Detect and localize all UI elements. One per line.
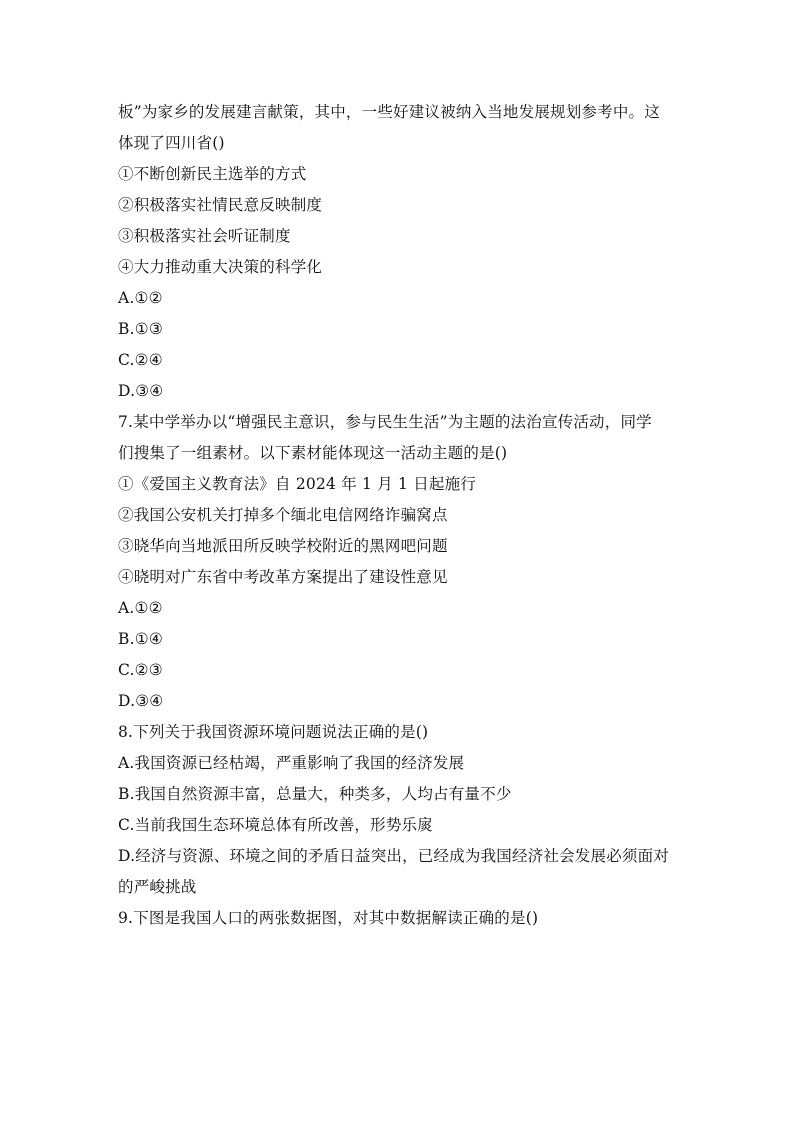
answer-option: 的严峻挑战 — [118, 878, 197, 896]
answer-option: B.①④ — [118, 630, 163, 648]
answer-option: B.①③ — [118, 320, 163, 338]
question-7-text: 7.某中学举办以“增强民主意识，参与民生生活”为主题的法治宣传活动，同学 — [118, 413, 652, 431]
answer-option: C.②④ — [118, 351, 163, 369]
statement-item: ③积极落实社会听证制度 — [118, 227, 291, 245]
text-line: 板”为家乡的发展建言献策，其中，一些好建议被纳入当地发展规划参考中。这 — [118, 103, 660, 121]
answer-option: D.经济与资源、环境之间的矛盾日益突出，已经成为我国经济社会发展必须面对 — [118, 847, 670, 865]
statement-item: ①不断创新民主选举的方式 — [118, 165, 307, 183]
statement-item: ②积极落实社情民意反映制度 — [118, 196, 323, 214]
answer-option: C.②③ — [118, 661, 163, 679]
question-text-block — [118, 97, 680, 934]
answer-option: C.当前我国生态环境总体有所改善，形势乐扊 — [118, 816, 433, 834]
question-9-text: 9.下图是我国人口的两张数据图，对其中数据解读正确的是() — [118, 909, 539, 927]
statement-item: ①《爱国主义教育法》自 2024 年 1 月 1 日起施行 — [118, 475, 477, 493]
answer-option: A.①② — [118, 289, 163, 307]
answer-option: D.③④ — [118, 382, 164, 400]
question-7-text: 们搜集了一组素材。以下素材能体现这一活动主题的是() — [118, 444, 508, 462]
question-8-text: 8.下列关于我国资源环境问题说法正确的是() — [118, 723, 429, 741]
answer-option: A.我国资源已经枯竭，严重影响了我国的经济发展 — [118, 754, 465, 772]
text-line: 体现了四川省() — [118, 134, 225, 152]
answer-option: B.我国自然资源丰富，总量大，种类多，人均占有量不少 — [118, 785, 512, 803]
statement-item: ④晓明对广东省中考改革方案提出了建设性意见 — [118, 568, 448, 586]
statement-item: ③晓华向当地派田所反映学校附近的黑网吧问题 — [118, 537, 448, 555]
statement-item: ④大力推动重大决策的科学化 — [118, 258, 323, 276]
answer-option: D.③④ — [118, 692, 164, 710]
statement-item: ②我国公安机关打掉多个缅北电信网络诈骗窝点 — [118, 506, 448, 524]
answer-option: A.①② — [118, 599, 163, 617]
